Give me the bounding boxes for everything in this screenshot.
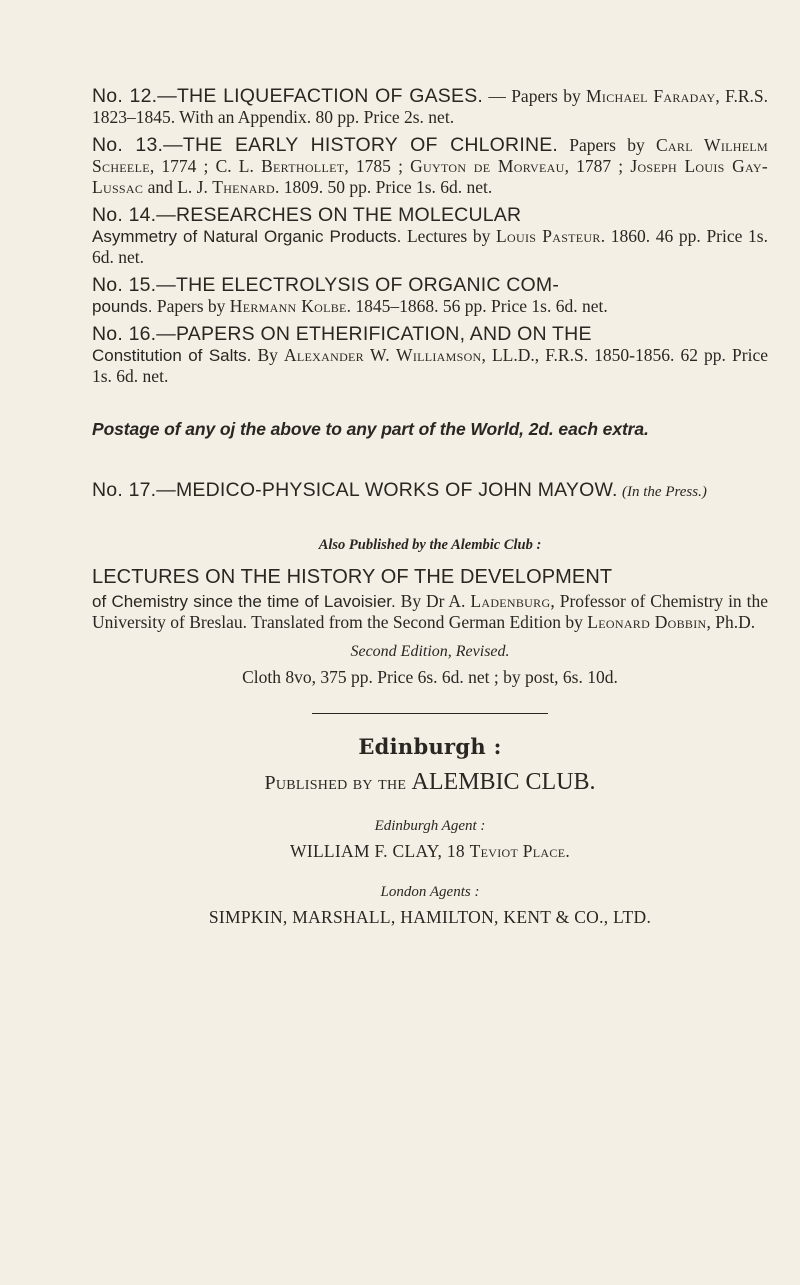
entry-text: , 1774 ; C. L. bbox=[149, 156, 262, 176]
lectures-description bbox=[92, 591, 768, 633]
also-published-heading: Also Published by the Alembic Club : bbox=[318, 537, 542, 553]
entry-15 bbox=[92, 275, 768, 317]
entry-text: Lectures by bbox=[401, 226, 497, 246]
lectures-text: By Dr A. bbox=[395, 591, 471, 611]
entry-text: . 1845–1868. 56 pp. Price 1s. 6d. net. bbox=[346, 296, 608, 316]
entry-author: Thenard bbox=[212, 177, 276, 197]
entry-text: , F.R.S. 1823–1845. With an Appendix. 80 pp. Price 2s. net. bbox=[92, 86, 768, 127]
entry-13 bbox=[92, 135, 768, 198]
entry-text: — Papers by bbox=[483, 86, 587, 106]
entry-number: No. 15. bbox=[92, 274, 157, 296]
entry-title: —RESEARCHES ON THE MOLECULAR bbox=[156, 204, 522, 226]
entry-14 bbox=[92, 205, 768, 268]
entry-title: —THE ELECTROLYSIS OF ORGANIC COM- bbox=[156, 274, 560, 296]
lectures-title: LECTURES ON THE HISTORY OF THE DEVELOPMENT bbox=[92, 566, 613, 588]
entry-title: —MEDICO-PHYSICAL WORKS OF JOHN MAYOW. bbox=[156, 479, 618, 501]
lectures-block bbox=[92, 566, 768, 688]
catalogue-page bbox=[92, 86, 768, 928]
edinburgh-agent-name: WILLIAM F. CLAY, 18 bbox=[290, 841, 470, 861]
edinburgh-agent-label: Edinburgh Agent : bbox=[374, 818, 486, 834]
imprint-published-by: Published by the bbox=[264, 772, 412, 794]
entry-number: No. 13. bbox=[92, 134, 164, 156]
entry-author: Guyton de Morveau bbox=[410, 156, 565, 176]
london-agents-label: London Agents : bbox=[380, 884, 480, 900]
entry-author: Alexander W. Williamson bbox=[283, 345, 482, 365]
entry-text: . 1809. 50 pp. Price 1s. 6d. net. bbox=[275, 177, 493, 197]
entry-text: and L. J. bbox=[143, 177, 213, 197]
entry-author: Louis Pasteur bbox=[496, 226, 601, 246]
entry-title: —THE LIQUEFACTION OF GASES. bbox=[157, 85, 484, 107]
entry-12 bbox=[92, 86, 768, 128]
imprint-publisher bbox=[92, 769, 768, 796]
entry-note: (In the Press.) bbox=[622, 484, 707, 500]
entry-number: No. 16. bbox=[92, 323, 157, 345]
lectures-edition: Second Edition, Revised. bbox=[350, 643, 510, 660]
divider-rule bbox=[312, 713, 548, 714]
entry-text: Papers by bbox=[152, 296, 230, 316]
entry-title: —THE EARLY HISTORY OF CHLORINE. bbox=[163, 134, 559, 156]
lectures-translator: Leonard Dobbin bbox=[587, 612, 707, 632]
entry-author: Carl Wilhelm Scheele bbox=[92, 135, 768, 176]
imprint-club: ALEMBIC CLUB. bbox=[411, 769, 596, 795]
entry-author: Joseph Louis Gay-Lussac bbox=[92, 156, 768, 197]
edinburgh-agent-address: Teviot Place. bbox=[469, 841, 570, 861]
imprint-city: Edinburgh : bbox=[358, 734, 502, 759]
entry-text: , 1785 ; bbox=[344, 156, 411, 176]
entry-author: Hermann Kolbe bbox=[229, 296, 347, 316]
entry-author: Michael Faraday bbox=[586, 86, 716, 106]
entry-text: By bbox=[251, 345, 284, 365]
imprint-block bbox=[92, 734, 768, 928]
entry-subtitle: pounds. bbox=[92, 297, 153, 316]
entry-number: No. 14. bbox=[92, 204, 157, 226]
entry-title: —PAPERS ON ETHERIFICATION, AND ON THE bbox=[156, 323, 592, 345]
lectures-text: , Professor of Chemistry in the University of Breslau. Translated from the Second German Edition by bbox=[92, 591, 768, 632]
entry-number: No. 17. bbox=[92, 479, 157, 501]
lectures-author: Ladenburg bbox=[470, 591, 551, 611]
london-agents: SIMPKIN, MARSHALL, HAMILTON, KENT & CO., LTD. bbox=[208, 907, 652, 927]
entry-subtitle: Constitution of Salts. bbox=[92, 346, 252, 365]
entry-17 bbox=[92, 480, 768, 503]
entry-number: No. 12. bbox=[92, 85, 158, 107]
entry-16 bbox=[92, 324, 768, 387]
entry-text: Papers by bbox=[558, 135, 656, 155]
entry-author: Berthollet bbox=[261, 156, 345, 176]
entry-subtitle: Asymmetry of Natural Organic Products. bbox=[92, 227, 402, 246]
entry-text: . 1860. 46 pp. Price 1s. 6d. net. bbox=[92, 226, 768, 267]
edinburgh-agent bbox=[92, 841, 768, 862]
entry-text: , 1787 ; bbox=[564, 156, 631, 176]
entry-text: , LL.D., F.R.S. 1850-1856. 62 pp. Price 1s. 6d. net. bbox=[92, 345, 768, 386]
lectures-subtitle: of Chemistry since the time of Lavoisier. bbox=[92, 592, 396, 611]
lectures-text: , Ph.D. bbox=[706, 612, 756, 632]
postage-note: Postage of any oj the above to any part of the World, 2d. each extra. bbox=[92, 419, 649, 439]
lectures-price: Cloth 8vo, 375 pp. Price 6s. 6d. net ; by post, 6s. 10d. bbox=[242, 667, 618, 687]
